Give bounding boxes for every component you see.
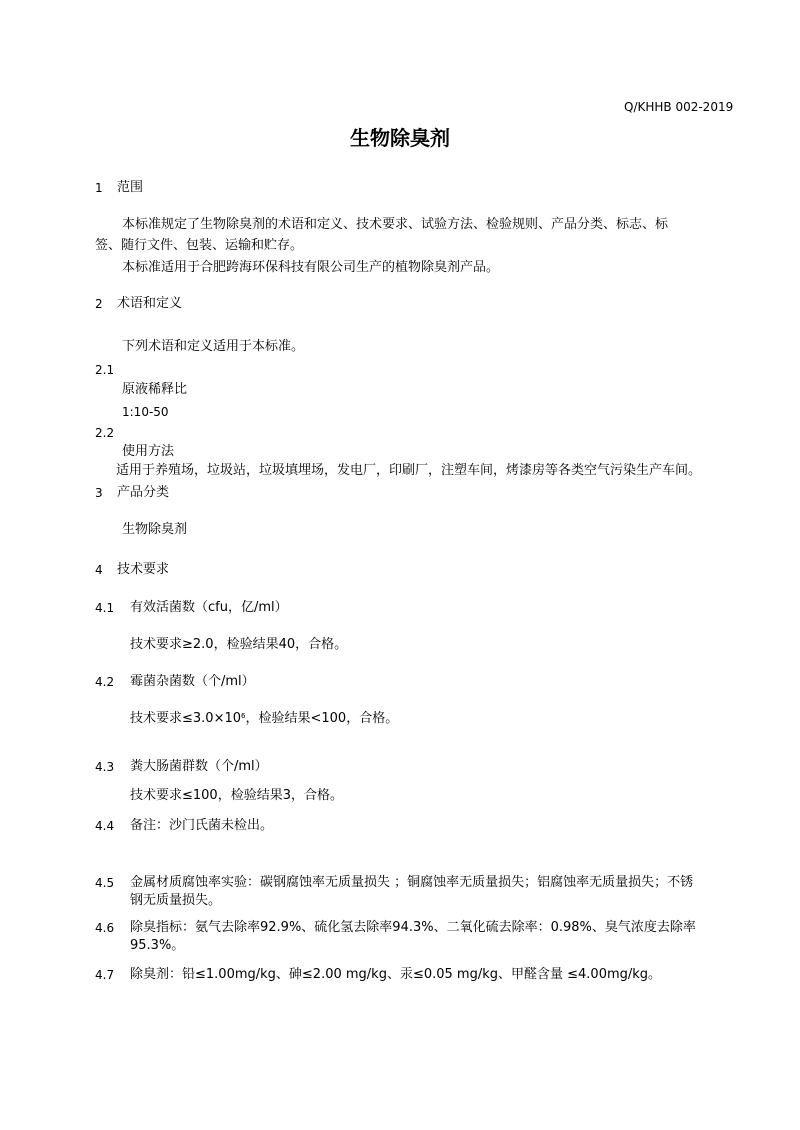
- clause-4-6-number: 4.6: [95, 921, 115, 935]
- clause-4-5-line-2: 钢无质量损失。: [130, 893, 222, 908]
- exponent: 6: [241, 712, 246, 720]
- section-4-number: 4: [95, 563, 103, 577]
- section-2-intro: 下列术语和定义适用于本标准。: [122, 339, 305, 354]
- clause-4-2-content: 技术要求$\le 3.0\times 10^6$，检验结果<100，合格。: [130, 711, 399, 726]
- clause-4-3-content: 技术要求≤100，检验结果3，合格。: [130, 788, 343, 803]
- section-1-number: 1: [95, 181, 103, 195]
- section-3-number: 3: [95, 486, 103, 500]
- clause-4-1-content: 技术要求≥2.0，检验结果40，合格。: [130, 637, 348, 652]
- clause-4-5-line-1: 金属材质腐蚀率实验：碳钢腐蚀率无质量损失 ；铜腐蚀率无质量损失；铝腐蚀率无质量损失；不锈: [130, 875, 694, 890]
- clause-4-4-title: 备注：沙门氏菌未检出。: [130, 818, 274, 833]
- clause-2-2-term: 使用方法: [122, 444, 175, 459]
- clause-2-1-value: 1:10-50: [122, 405, 169, 419]
- section-2-heading: 术语和定义: [117, 296, 183, 311]
- clause-4-6-line-2: 95.3%。: [130, 938, 185, 953]
- section-1-heading: 范围: [117, 180, 144, 195]
- clause-4-3-number: 4.3: [95, 760, 115, 774]
- clause-4-3-title: 粪大肠菌群数（个/ml）: [130, 759, 268, 774]
- section-2-number: 2: [95, 297, 103, 311]
- clause-4-7-number: 4.7: [95, 968, 115, 982]
- clause-4-2-title: 霉菌杂菌数（个/ml）: [130, 674, 255, 689]
- clause-4-7-line-1: 除臭剂：铅≤1.00mg/kg、砷≤2.00 mg/kg、汞≤0.05 mg/kg、甲醛含量 ≤4.00mg/kg。: [130, 967, 662, 982]
- section-1-paragraph-2: 本标准适用于合肥跨海环保科技有限公司生产的植物除臭剂产品。: [122, 260, 500, 275]
- document-title: 生物除臭剂: [350, 126, 450, 150]
- clause-2-1-number: 2.1: [95, 363, 115, 377]
- clause-4-4-number: 4.4: [95, 819, 115, 833]
- clause-2-1-term: 原液稀释比: [122, 382, 188, 397]
- section-3-content: 生物除臭剂: [122, 522, 188, 537]
- section-1-paragraph-1-line-1: 本标准规定了生物除臭剂的术语和定义、技术要求、试验方法、检验规则、产品分类、标志、标: [122, 217, 669, 232]
- section-1-paragraph-1-line-2: 签、随行文件、包装、运输和贮存。: [95, 238, 304, 253]
- clause-4-1-title: 有效活菌数（cfu，亿/ml）: [130, 600, 288, 615]
- clause-4-6-line-1: 除臭指标：氨气去除率92.9%、硫化氢去除率94.3%、二氧化硫去除率：0.98%、臭气浓度去除率: [130, 920, 696, 935]
- clause-4-2-number: 4.2: [95, 675, 115, 689]
- clause-4-1-number: 4.1: [95, 601, 115, 615]
- section-3-heading: 产品分类: [117, 485, 170, 500]
- clause-2-2-value: 适用于养殖场，垃圾站，垃圾填埋场，发电厂，印刷厂，注塑车间，烤漆房等各类空气污染生产车间。: [116, 463, 702, 478]
- clause-2-2-number: 2.2: [95, 426, 115, 440]
- section-4-heading: 技术要求: [117, 562, 170, 577]
- clause-4-5-number: 4.5: [95, 876, 115, 890]
- standard-code: Q/KHHB 002-2019: [624, 100, 734, 114]
